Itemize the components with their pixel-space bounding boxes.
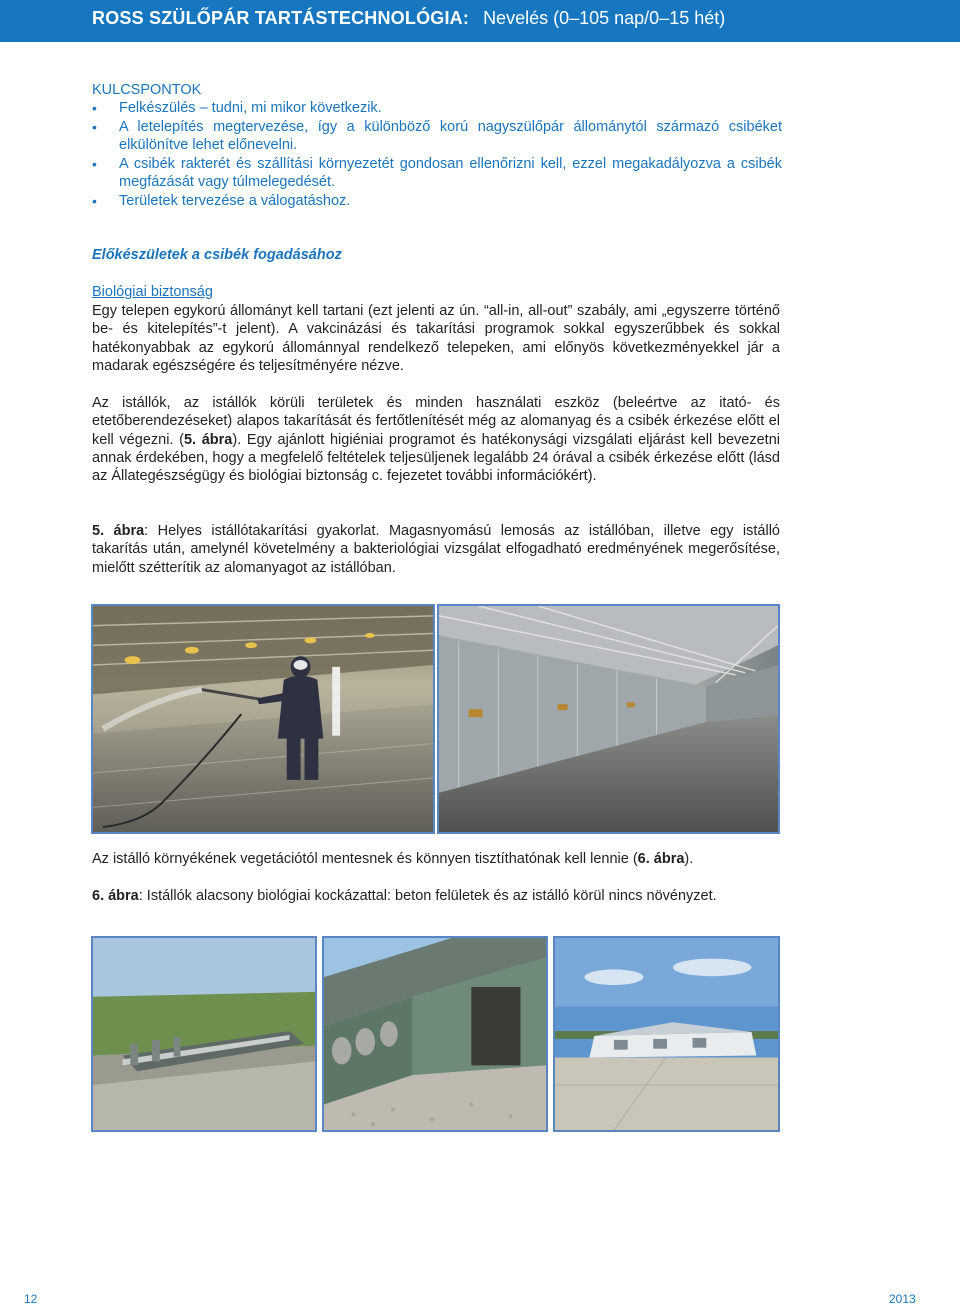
- bullet-icon: •: [92, 155, 97, 172]
- bullet-icon: •: [92, 192, 97, 209]
- keypoint-item: • Területek tervezése a válogatáshoz.: [92, 192, 351, 209]
- photo-farm-aerial: [91, 936, 317, 1132]
- figure-ref-5: 5. ábra: [183, 431, 233, 448]
- house-gravel-image: [324, 938, 546, 1130]
- page-number: 12: [24, 1292, 38, 1306]
- figure-ref-6: 6. ábra: [637, 851, 685, 867]
- header-subtitle: Nevelés (0–105 nap/0–15 hét): [483, 8, 726, 28]
- photo-pressure-washing: [91, 604, 435, 834]
- house-concrete-image: [555, 938, 778, 1130]
- figure-5-label: 5. ábra: [92, 523, 145, 539]
- clean-house-interior-image: [439, 606, 778, 832]
- header-title-line: [92, 8, 725, 29]
- bullet-icon: •: [92, 118, 97, 135]
- keypoints-title: KULCSPONTOK: [92, 82, 202, 98]
- keypoint-item: • A letelepítés megtervezése, így a különböző korú nagyszülőpár állománytól származó csibéket elkülönítve lehet előnevelni.: [92, 118, 782, 153]
- farm-aerial-image: [93, 938, 315, 1130]
- keypoint-item: • Felkészülés – tudni, mi mikor következik.: [92, 100, 382, 116]
- photo-house-gravel: [322, 936, 548, 1132]
- section-title: Előkészületek a csibék fogadásához: [92, 247, 342, 263]
- figure-6-caption: 6. ábra: Istállók alacsony biológiai kockázattal: beton felületek és az istálló körül nincs növényzet.: [92, 888, 717, 904]
- bullet-icon: •: [92, 100, 97, 116]
- figure-6-label: 6. ábra: [92, 888, 139, 904]
- figure-5-caption: 5. ábra: Helyes istállótakarítási gyakorlat. Magasnyomású lemosás az istállóban, illetve egy istálló takarítás után, amelynél követelmény a bakteriológiai vizsgálat elfogadható eredményének megerősítése, mielőtt szétterítik az alomanyagot az istállóban.: [92, 523, 780, 576]
- page-header: [0, 0, 960, 42]
- header-title: ROSS SZÜLŐPÁR TARTÁSTECHNOLÓGIA:: [92, 8, 470, 28]
- footer-year: 2013: [889, 1292, 916, 1306]
- pressure-washing-image: [93, 606, 433, 832]
- section-subtitle: Biológiai biztonság: [92, 284, 213, 300]
- paragraph-cleaning: Az istállók, az istállók körüli területek és minden használati eszköz (beleértve az itató- és etetőberendezéseket) alapos takarítását és fertőtlenítését még az alomanyag és a csibék érkezése előtt el kell végezni. (5. ábra). Egy ajánlott higiéniai programot és hatékonysági vizsgálati eljárást kell bevezetni annak érdekében, hogy a megfelelő feltételek teljesüljenek legalább 24 órával a csibék érkezése előtt (lásd az Állategészségügy és biológiai biztonság c. fejezetet további információkért).: [92, 395, 780, 485]
- paragraph-vegetation: Az istálló környékének vegetációtól mentesnek és könnyen tisztíthatónak kell lennie (6. ábra).: [92, 851, 694, 867]
- photo-clean-house-interior: [437, 604, 780, 834]
- keypoint-item: • A csibék rakterét és szállítási környezetét gondosan ellenőrizni kell, ezzel megakadályozva a csibék megfázását vagy túlmelegedését.: [92, 155, 782, 190]
- keypoints-list: [92, 99, 782, 210]
- photo-house-concrete: [553, 936, 780, 1132]
- paragraph-allin-allout: Egy telepen egykorú állományt kell tartani (ezt jelenti az ún. “all-in, all-out” szabály, ami „egyszerre történő be- és kitelepítés”-t jelent). A vakcinázási és takarítási programok sokkal egyszerűbbek és sokkal hatékonyabbak az egykorú állománnyal rendelkező telepeken, ami előnyös következményekkel jár a madarak egészségére és teljesítményére nézve.: [92, 303, 780, 374]
